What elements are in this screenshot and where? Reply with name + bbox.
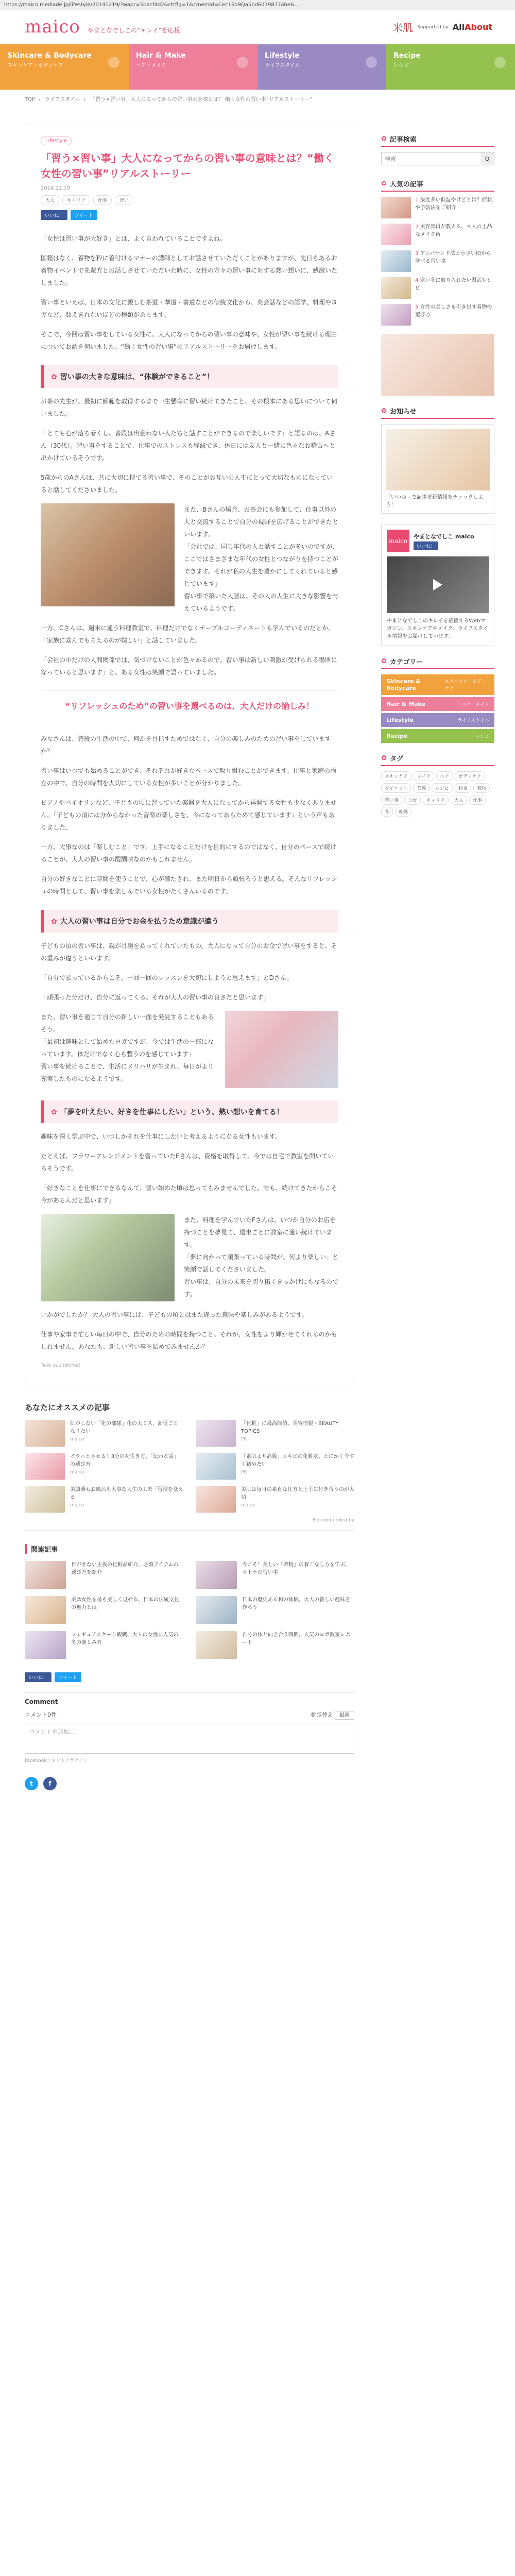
related-thumb [25, 1561, 66, 1589]
tag-chip[interactable]: 大人 [41, 195, 59, 205]
search-heading: ✿ 記事検索 [381, 134, 494, 147]
main-column [25, 124, 354, 1790]
social-icons [25, 1777, 354, 1790]
paragraph: 「女性は習い事が大好き」とは、よく言われていることですよね。 [41, 235, 227, 242]
paragraph: いかがでしたか？ 大人の習い事には、子どもの頃とはまた違った意味や楽しみがあるようです。 [41, 1311, 308, 1318]
facebook-like-button[interactable]: いいね！ [41, 210, 67, 220]
popular-item[interactable]: 2 美容部員が教える、大人の上品なメイク術 [381, 224, 494, 245]
paragraph: ピアノやバイオリンなど、子どもの頃に習っていた楽器を大人になってから再開する女性も少なくありません。「子どもの頃には分からなかった音楽の楽しさを、今になってあらためて感じています」という声もありました。 [41, 799, 337, 831]
news-text: 「いいね」で記事更新情報をチェックしよう！ [386, 495, 484, 508]
fitness-women-photo [225, 1011, 338, 1088]
facebook-page-logo[interactable]: maico [387, 530, 409, 552]
popular-item[interactable]: 1 最近多い低温やけどとは？症状や予防法をご紹介 [381, 197, 494, 218]
paragraph: 習い事を続けることで、生活にメリハリが生まれ、毎日がより充実したものになるようです。 [41, 1063, 214, 1082]
sparkle-icon: ✿ [381, 135, 387, 143]
recommend-thumb [25, 1453, 65, 1480]
tag-chip[interactable]: 習い事 [381, 795, 402, 805]
kimono-woman-photo [41, 503, 175, 606]
nav-icon [237, 57, 248, 68]
bottom-share-buttons [25, 1672, 354, 1682]
category-nav [0, 44, 515, 90]
paragraph: 一方、大事なのは「楽しむこと」です。上手になることだけを目的にするのではなく、自分のペースで続けることが、大人の習い事の醍醐味なのかもしれません。 [41, 843, 337, 863]
facebook-video-play-icon[interactable] [387, 556, 489, 613]
related-item[interactable]: 今こそ！美しい「着物」の着こなし方を学ぶ、オトナの習い事 [196, 1561, 354, 1589]
author-credit: Text: suu (shima) [41, 1363, 81, 1368]
paragraph: また、Bさんの場合、お茶会にも参加して、仕事以外の人と交流することで自分の視野を広げることができたといいます。 [184, 506, 339, 538]
sparkle-icon: ✿ [381, 180, 387, 188]
paragraph: また、習い事を通じて自分の新しい一面を発見することもあるそう。 [41, 1013, 214, 1033]
breadcrumb-top[interactable]: TOP [25, 97, 36, 103]
paragraph: 子どもの頃の習い事は、親が月謝を払ってくれていたもの。大人になって自分のお金で習い事をすると、その重みが違うといいます。 [41, 942, 337, 962]
tag-chip[interactable]: ダイエット [381, 783, 411, 793]
tag-chip[interactable]: 仕事 [93, 195, 112, 205]
browser-url-bar[interactable]: https://maico.mediade.jp/lifestyle/20141219/?wapr=5becf4d2&ctrflg=1&cmemId=Cec16o9Qa5bd6d19877abe&... [0, 0, 515, 10]
share-buttons [41, 210, 338, 220]
section-heading: ✿ 習い事の大きな意味は、“体験ができること”！ [41, 365, 338, 388]
facebook-icon[interactable]: f [43, 1777, 57, 1790]
sparkle-icon: ✿ [381, 407, 387, 415]
tag-chip[interactable]: 和食 [455, 783, 471, 793]
recommend-thumb [196, 1486, 236, 1513]
recommend-item[interactable]: 「素肌より高級」ニキビの化粧水、とにかく今すぐ初めたい PR [196, 1453, 354, 1480]
nav-lifestyle[interactable]: Lifestyle ライフスタイル [258, 44, 386, 90]
nav-skincare[interactable]: Skincare & Bodycare スキンケア・ボディケア [0, 44, 129, 90]
paragraph: お茶の先生が、最初に師範を取得するまで一生懸命に習い続けてきたこと、その根本にある思いについて伺いました。 [41, 398, 337, 417]
image-text-block [41, 503, 338, 615]
nav-icon [494, 57, 506, 68]
facebook-page-widget [381, 524, 494, 646]
flower-arrangement-photo [41, 1214, 175, 1301]
tag-chip[interactable]: ヨガ [404, 795, 421, 805]
sparkle-icon: ✿ [381, 657, 387, 665]
comment-input[interactable]: コメントを追加... [25, 1723, 354, 1754]
related-item[interactable]: 日本の歴史ある和の体験。大人の新しい趣味を作ろう [196, 1596, 354, 1624]
popular-item[interactable]: 5 女性の美しさを引き出す着物の選び方 [381, 304, 494, 326]
paragraph: 「会社の中だけの人間関係では、気づけないことが色々あるので、習い事は新しい刺激が受けられる場所になっていると思います」と、ある女性は笑顔で語っていました。 [41, 656, 337, 676]
tag-chip[interactable]: 仕事 [469, 795, 486, 805]
paragraph: たとえば、フラワーアレンジメントを習っていたEさんは、資格を取得して、今では自宅で教室を開いているそうです。 [41, 1153, 334, 1172]
tag-chip[interactable]: 冬 [381, 807, 393, 817]
nav-hair-make[interactable]: Hair & Make ヘア・メイク [129, 44, 258, 90]
search-input[interactable] [382, 152, 480, 165]
popular-item[interactable]: 4 寒い冬に取り入れたい温活レシピ [381, 277, 494, 299]
section-heading: ✿ 「夢を叶えたい、好きを仕事にしたい」という、熱い想いを育てる！ [41, 1100, 338, 1123]
tag-chip[interactable]: 着物 [473, 783, 490, 793]
recommend-item[interactable]: 美顔器もお風呂も大事な人生の工夫「習慣を変える」 maico [25, 1486, 183, 1513]
facebook-like-button[interactable]: いいね！ [25, 1672, 52, 1682]
article-category[interactable]: Lifestyle [41, 137, 72, 145]
paragraph: 習い事といえば、日本の文化に親しむ茶道・華道・書道などの伝統文化から、英会話などの語学、料理やヨガなど、数えきれないほどの種類があります。 [41, 299, 338, 318]
comment-section [25, 1692, 354, 1764]
paragraph: 仕事や家事で忙しい毎日の中で、自分のための時間を持つこと。それが、女性をより輝かせてくれるのかもしれません。あなたも、新しい習い事を始めてみませんか？ [41, 1331, 337, 1350]
breadcrumb-category[interactable]: ライフスタイル [45, 97, 81, 103]
article-tags [41, 195, 338, 205]
paragraph: 国籍はなく、着物を粋に着付けるマナーの講師としてお話させていただくことがありますが、先日もあるお着物イベントで先輩方とお話しさせていただいた時に、女性の方々の習い事に対する熱い想いに、感激いたしました。 [41, 255, 338, 286]
paragraph: 習い事はいつでも始めることができ、それぞれが好きなペースで取り組むことができます。仕事と家庭の両立の中で、自分の時間を大切にしている女性が多いことが分かりました。 [41, 767, 336, 787]
sparkle-icon: ✿ [51, 918, 57, 926]
recommend-section [25, 1402, 354, 1531]
sort-label: 並び替え [310, 1711, 333, 1718]
recommend-item[interactable]: 美肌は毎日の素直な仕方と上手に付き合うのが大切 maico [196, 1486, 354, 1513]
sponsor-brand[interactable]: 米肌 [392, 22, 414, 34]
related-thumb [196, 1631, 237, 1659]
news-image [386, 429, 490, 490]
category-lifestyle[interactable]: Lifestyle ライフスタイル [381, 713, 494, 727]
tag-chip[interactable]: キャリア [62, 195, 90, 205]
recommend-thumb [196, 1453, 236, 1480]
tag-chip[interactable]: ヘア [436, 771, 453, 781]
tag-heading: ✿ タグ [381, 753, 494, 766]
sort-select[interactable]: 最新 [335, 1711, 354, 1720]
tag-chip[interactable]: 美容 [413, 783, 430, 793]
related-thumb [25, 1631, 66, 1659]
tag-chip[interactable]: 乾燥 [395, 807, 411, 817]
paragraph: 習い事で築いた人脈は、その人の人生に大きな影響を与えているようです。 [184, 592, 339, 612]
sidebar [381, 134, 494, 817]
sparkle-icon: ✿ [51, 373, 57, 381]
news-heading: ✿ お知らせ [381, 406, 494, 419]
article-date: 2014.12.19 [41, 185, 71, 191]
sparkle-icon: ✿ [51, 1108, 57, 1116]
article [25, 124, 354, 1384]
tag-chip[interactable]: 習い [115, 195, 133, 205]
related-thumb [196, 1561, 237, 1589]
recommend-item[interactable]: 肌がしない「化の部隊」化の大ミス、新習ごとなりたい maico [25, 1420, 183, 1447]
paragraph: 自分の好きなことに時間を使うことで、心が満たされ、また明日から頑張ろうと思える。そんなリフレッシュの時間として、習い事を楽しんでいる女性がたくさんいるのです。 [41, 875, 337, 895]
recommend-title: あなたにオススメの記事 [25, 1403, 110, 1412]
nav-icon [108, 57, 119, 68]
tag-chip[interactable]: レシピ [432, 783, 453, 793]
facebook-page-name[interactable]: やまとなでしこ maico [414, 533, 474, 540]
recommend-thumb [25, 1486, 65, 1513]
site-tagline: やまとなでしこの“キレイ”を応援 [88, 27, 180, 34]
search-box [381, 152, 494, 165]
category-skincare[interactable]: Skincare & Bodycare スキンケア・ボディケア [381, 674, 494, 695]
category-heading: ✿ カテゴリー [381, 656, 494, 669]
sparkle-icon: ✿ [381, 754, 387, 762]
paragraph: 一方、Cさんは、週末に通う料理教室で、料理だけでなくテーブルコーディネートも学んでいるのだとか。「家族に喜んでもらえるのが嬉しい」と話していました。 [41, 624, 335, 644]
pull-quote: “リフレッシュのため”の習い事を選べるのは、大人だけの愉しみ！ [41, 690, 338, 721]
breadcrumb: TOP › ライフスタイル › 「習う×習い事」大人になってからの習い事の意味とは？ 働く女性の習い事“リアルストーリー” [25, 97, 313, 103]
image-text-block [41, 1214, 338, 1301]
twitter-icon[interactable]: t [25, 1777, 38, 1790]
category-recipe[interactable]: Recipe レシピ [381, 729, 494, 743]
tag-chip[interactable]: 大人 [451, 795, 467, 805]
tag-chip[interactable]: スキンケア [381, 771, 411, 781]
recommend-footer: Recommended by [25, 1518, 354, 1531]
comment-count: コメント0件 [25, 1711, 57, 1718]
sidebar-ad-banner[interactable] [381, 334, 494, 396]
tag-chip[interactable]: キャリア [423, 795, 449, 805]
related-item[interactable]: 目がさない主役の化粧品紹介、必須アイテムの選び方を紹介 [25, 1561, 183, 1589]
related-item[interactable]: 美は女性を最も美しく見せる、日本の伝統文化の魅力とは [25, 1596, 183, 1624]
popular-thumb [381, 224, 411, 245]
paragraph: 「とても心が落ち着くし、普段は出会わない人たちと話すことができるので楽しいです」と語るのは、Aさん（30代）。習い事をすることで、仕事でのストレスも軽減でき、休日には友人と一緒に色々なお稽古へと出かけているそうです。 [41, 430, 336, 462]
paragraph: そこで、今回は習い事をしている女性に、大人になってからの習い事の意味や、女性が習い事を続ける理由についてお話を伺いました。“働く女性の習い事”のリアルストーリーをお届けします。 [41, 331, 337, 350]
breadcrumb-current: 「習う×習い事」大人になってからの習い事の意味とは？ 働く女性の習い事“リアルストーリー” [90, 97, 313, 103]
paragraph: 習い事は、自分の未来を切り拓くきっかけにもなるのです。 [184, 1278, 339, 1298]
related-item[interactable]: 自分の体と向き合う時間。人気のヨガ教室レポート [196, 1631, 354, 1659]
related-item[interactable]: フィギュアスケート観戦、大人の女性に人気の冬の楽しみ方 [25, 1631, 183, 1659]
section-heading: ✿ 大人の習い事は自分でお金を払うため意識が違う [41, 910, 338, 933]
related-thumb [196, 1596, 237, 1624]
facebook-plugin-label: Facebookコメントプラグイン [25, 1758, 88, 1764]
popular-thumb [381, 250, 411, 272]
nav-icon [366, 57, 377, 68]
sponsor-area [392, 20, 492, 35]
tag-chip[interactable]: メイク [414, 771, 435, 781]
recommend-thumb [196, 1420, 236, 1447]
related-thumb [25, 1596, 66, 1624]
paragraph: 5歳からのAさんは、共に大切に持てる習い事で、そのことがお互いの人生にとって大切なものになっていると話してくださいました。 [41, 474, 333, 494]
supported-by-label: Supported by [417, 24, 449, 30]
article-title: 「習う×習い事」大人になってからの習い事の意味とは？“働く女性の習い事”リアルストーリー [41, 152, 334, 180]
paragraph: 「自分で払っているからこそ、一回一回のレッスンを大切にしようと思えます」とDさん。 [41, 974, 293, 981]
site-header [0, 10, 515, 44]
related-section [25, 1544, 354, 1659]
site-logo[interactable]: maico [25, 16, 80, 37]
paragraph: 「最初は趣味として始めたヨガですが、今では生活の一部になっています。体だけでなく心も整うのを感じています」 [41, 1038, 214, 1058]
comment-title: Comment [25, 1698, 58, 1705]
image-text-block [41, 1011, 338, 1088]
paragraph: 趣味を深く学ぶ中で、いつしかそれを仕事にしたいと考えるようになる女性もいます。 [41, 1133, 281, 1140]
related-title: 関連記事 [25, 1544, 354, 1554]
popular-thumb [381, 304, 411, 326]
facebook-post-text: やまとなでしこのキレイを応援するWebマガジン。スキンケアやメイク、ライフスタイル情報をお届けしています。 [387, 618, 488, 639]
allabout-logo[interactable]: AllAbout [452, 22, 492, 32]
recommend-item[interactable]: イラっとさせる！3分の初生き方、「伝わる話」の選び方 maico [25, 1453, 183, 1480]
paragraph: また、料理を学んでいたFさんは、いつか自分のお店を持つことを夢見て、週末ごとに教室に通い続けています。 [184, 1216, 336, 1248]
popular-thumb [381, 277, 411, 299]
recommend-item[interactable]: 「化粧」に最高価値、美容情報・BEAUTY TOPICS PR [196, 1420, 354, 1447]
paragraph: 「会社では、同じ年代の人と話すことが多いのですが、ここではさまざまな年代の女性とつながりを持つことができます。それが私の人生を豊かにしてくれていると感じています」 [184, 543, 339, 587]
paragraph: みなさんは、普段の生活の中で、何かを目指すためではなく、自分の楽しみのための習い事をしていますか？ [41, 735, 331, 755]
paragraph: 「好きなことを仕事にできるなんて、習い始めた頃は思ってもみませんでした。でも、続けてきたからこそ今があるんだと思います」 [41, 1184, 337, 1204]
popular-item[interactable]: 3 アンパサンド法と小さい頃から学べる習い事 [381, 250, 494, 272]
tag-chip[interactable]: ボディケア [455, 771, 485, 781]
category-hair-make[interactable]: Hair & Make ヘア・メイク [381, 697, 494, 711]
recommend-thumb [25, 1420, 65, 1447]
search-icon[interactable]: Q [480, 152, 494, 165]
popular-heading: ✿ 人気の記事 [381, 179, 494, 192]
paragraph: 「頑張った分だけ、自分に返ってくる。それが大人の習い事の良さだと思います」 [41, 994, 270, 1001]
tweet-button[interactable]: ツイート [71, 210, 97, 220]
popular-thumb [381, 197, 411, 218]
news-card[interactable] [381, 424, 494, 514]
tag-cloud [381, 771, 494, 817]
tweet-button[interactable]: ツイート [55, 1672, 81, 1682]
facebook-like-button[interactable]: いいね！ [414, 541, 438, 550]
paragraph: 「夢に向かって頑張っている時間が、何より楽しい」と笑顔で話してくださいました。 [184, 1253, 339, 1273]
nav-recipe[interactable]: Recipe レシピ [386, 44, 515, 90]
